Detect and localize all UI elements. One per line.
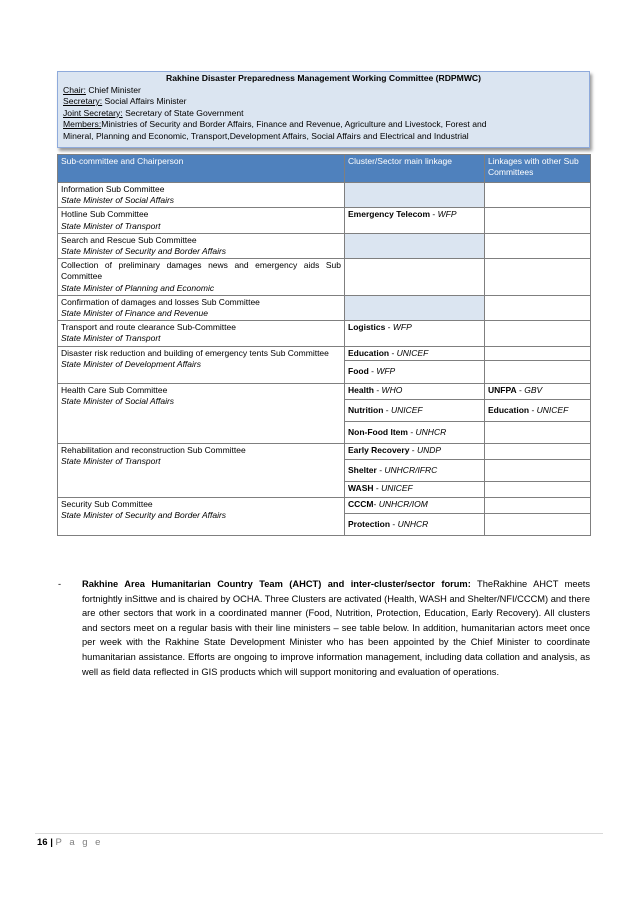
subcommittee-cell: Information Sub Committee State Minister of Social Affairs: [58, 183, 345, 208]
subcommittee-cell: Health Care Sub Committee State Minister of Social Affairs: [58, 383, 345, 443]
table-row: [58, 321, 591, 346]
subcommittee-cell: Search and Rescue Sub Committee State Minister of Security and Border Affairs: [58, 233, 345, 258]
footer-divider: [35, 833, 603, 834]
cluster-cell: [345, 183, 485, 208]
subcommittee-table: [57, 154, 591, 536]
subcommittee-cell: Hotline Sub Committee State Minister of Transport: [58, 208, 345, 233]
cluster-cell: [345, 233, 485, 258]
committee-header-box: [57, 71, 590, 148]
page-label: P a g e: [55, 837, 103, 848]
committee-title: Rakhine Disaster Preparedness Management Working Committee (RDPMWC): [165, 73, 481, 83]
subcommittee-cell: Collection of preliminary damages news and emergency aids Sub Committee State Minister of Planning and Economic: [58, 259, 345, 296]
linkage-cell: [485, 259, 591, 296]
linkage-cell: UNFPA - GBV: [485, 383, 591, 399]
cluster-cell: Logistics - WFP: [345, 321, 485, 346]
cluster-cell: Shelter - UNHCR/IFRC: [345, 459, 485, 481]
table-row: [58, 233, 591, 258]
linkage-cell: [485, 421, 591, 443]
cluster-cell: Early Recovery - UNDP: [345, 443, 485, 459]
members-line-cut: Mineral, Planning and Economic, Transport,Development Affairs, Social Affairs and Electrical and Industrial: [63, 130, 469, 141]
table-row: [58, 183, 591, 208]
paragraph-heading: Rakhine Area Humanitarian Country Team (AHCT) and inter-cluster/sector forum:: [82, 579, 471, 589]
members-line: Members:Ministries of Security and Border Affairs, Finance and Revenue, Agriculture and Livestock, Forest and: [63, 119, 487, 130]
cluster-cell: Nutrition - UNICEF: [345, 399, 485, 421]
linkage-cell: [485, 443, 591, 459]
linkage-cell: [485, 459, 591, 481]
subcommittee-cell: Rehabilitation and reconstruction Sub Committee State Minister of Transport: [58, 443, 345, 497]
secretary-line: Secretary: Social Affairs Minister: [63, 96, 187, 107]
linkage-cell: [485, 481, 591, 497]
cluster-cell: CCCM- UNHCR/IOM: [345, 497, 485, 513]
table-row: [58, 383, 591, 399]
header-linkages: Linkages with other Sub Committees: [485, 155, 591, 183]
paragraph-body: TheRakhine AHCT meets fortnightly inSittwe and is chaired by OCHA. Three Clusters are activated (Health, WASH and Shelter/NFI/CCCM) and there are other sectors that work in a coordinated manner (Food, Nutrition, Protection, Education, Early Recovery). All clusters and sectors meet on a regular basis with their line ministers – see table below. In addition, humanitarian actors meet once per week with the Rakhine State Development Minister who has been appointed by the Chief Minister to coordinate humanitarian assistance. Efforts are ongoing to improve information management, including data collation and analysis, as well as field data reflected in GIS products which will support monitoring and evaluation of operations.: [82, 579, 590, 677]
cluster-cell: Food - WFP: [345, 360, 485, 383]
header-cluster: Cluster/Sector main linkage: [345, 155, 485, 183]
linkage-cell: [485, 321, 591, 346]
paragraph-text: [82, 577, 590, 679]
linkage-cell: [485, 233, 591, 258]
subcommittee-cell: Security Sub Committee State Minister of Security and Border Affairs: [58, 497, 345, 535]
page-footer: [37, 837, 103, 848]
ahct-paragraph: [58, 577, 590, 679]
joint-secretary-line: Joint Secretary: Secretary of State Government: [63, 107, 244, 118]
linkage-cell: [485, 346, 591, 360]
linkage-cell: [485, 513, 591, 535]
linkage-cell: [485, 295, 591, 320]
linkage-cell: [485, 183, 591, 208]
table-row: [58, 208, 591, 233]
cluster-cell: Health - WHO: [345, 383, 485, 399]
page-number: 16: [37, 837, 48, 848]
bullet-dash: -: [58, 579, 62, 589]
table-row: [58, 346, 591, 360]
subcommittee-cell: Confirmation of damages and losses Sub Committee State Minister of Finance and Revenue: [58, 295, 345, 320]
subcommittee-cell: Disaster risk reduction and building of emergency tents Sub Committee State Minister of Development Affairs: [58, 346, 345, 383]
table-row: [58, 497, 591, 513]
footer-separator: |: [50, 837, 53, 848]
cluster-cell: Protection - UNHCR: [345, 513, 485, 535]
cluster-cell: Emergency Telecom - WFP: [345, 208, 485, 233]
cluster-cell: [345, 295, 485, 320]
cluster-cell: Education - UNICEF: [345, 346, 485, 360]
linkage-cell: Education - UNICEF: [485, 399, 591, 421]
linkage-cell: [485, 360, 591, 383]
subcommittee-cell: Transport and route clearance Sub-Committee State Minister of Transport: [58, 321, 345, 346]
cluster-cell: WASH - UNICEF: [345, 481, 485, 497]
table-row: [58, 443, 591, 459]
table-header-row: [58, 155, 591, 183]
linkage-cell: [485, 497, 591, 513]
table-row: [58, 259, 591, 296]
linkage-cell: [485, 208, 591, 233]
header-subcommittee: Sub-committee and Chairperson: [58, 155, 345, 183]
cluster-cell: Non-Food Item - UNHCR: [345, 421, 485, 443]
table-row: [58, 295, 591, 320]
chair-line: Chair: Chief Minister: [63, 84, 141, 95]
cluster-cell: [345, 259, 485, 296]
